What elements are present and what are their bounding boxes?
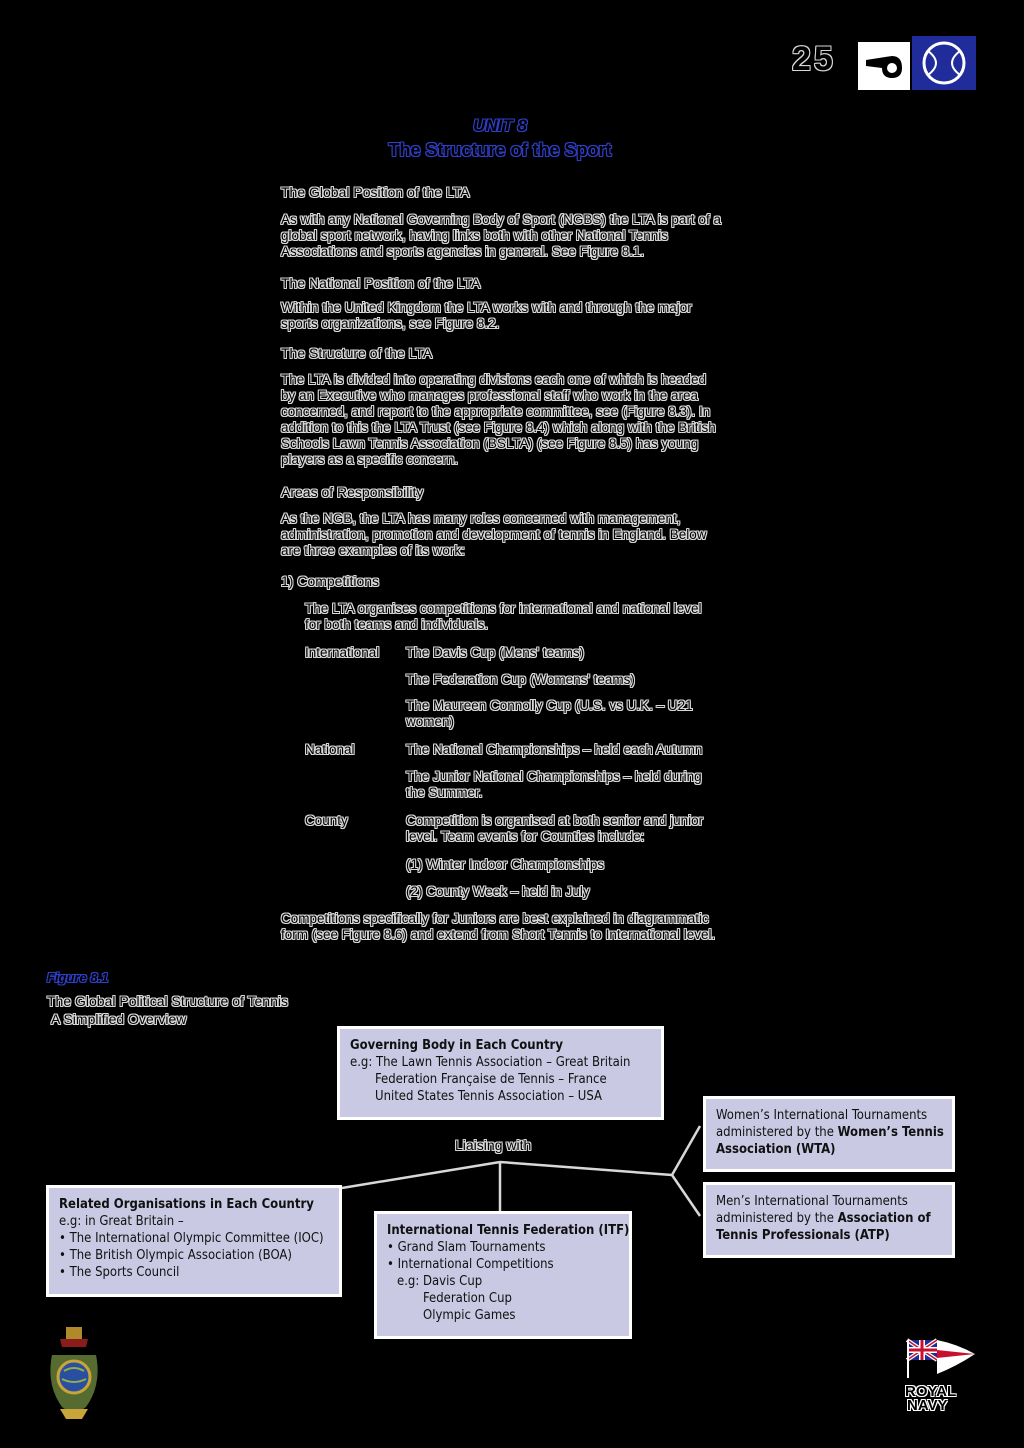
competition-international-1: The Davis Cup (Mens' teams) xyxy=(406,645,585,660)
page-number: 25 xyxy=(792,40,836,78)
section-text-competitions: The LTA organises competitions for international and national level for both teams and individuals. xyxy=(305,601,702,632)
competition-international-3: The Maureen Connolly Cup (U.S. vs U.K. – U21 women) xyxy=(406,698,693,729)
page-title: The Structure of the Sport xyxy=(388,140,612,160)
unit-title: UNIT 8 xyxy=(473,116,527,135)
whistle-icon xyxy=(856,40,912,92)
related-line-1: e.g: in Great Britain – xyxy=(59,1214,184,1229)
royal-marines-crest-logo xyxy=(42,1325,106,1421)
itf-line-5: Olympic Games xyxy=(423,1308,516,1323)
itf-box xyxy=(374,1211,632,1339)
section-text-closing: Competitions specifically for Juniors are best explained in diagrammatic form (see Figure 8.6) and extend from Short Tennis to International level. xyxy=(281,911,716,942)
related-line-2: • The International Olympic Committee (IOC) xyxy=(59,1231,324,1246)
section-heading-national: The National Position of the LTA xyxy=(281,275,481,291)
section-text-national: Within the United Kingdom the LTA works with and through the major sports organizations, see Figure 8.2. xyxy=(281,300,692,331)
atp-line-2a: administered by the xyxy=(716,1211,838,1226)
tennis-ball-icon xyxy=(912,36,976,90)
governing-line-3: United States Tennis Association – USA xyxy=(375,1089,603,1104)
wta-line-2a: administered by the xyxy=(716,1125,838,1140)
competition-county-2: (1) Winter Indoor Championships xyxy=(406,857,605,872)
itf-line-1: • Grand Slam Tournaments xyxy=(387,1240,546,1255)
figure-subtitle: A Simplified Overview xyxy=(51,1011,187,1027)
section-text-global: As with any National Governing Body of Sport (NGBS) the LTA is part of a global sport network, having links both with other National Tennis Associations and sports agencies in general. See Figure 8.1. xyxy=(281,212,721,259)
figure-title: The Global Political Structure of Tennis xyxy=(47,993,288,1009)
competition-label-national: National xyxy=(305,742,355,757)
wta-line-2b: Women’s Tennis xyxy=(837,1125,944,1140)
competition-national-1: The National Championships – held each Autumn xyxy=(406,742,703,757)
royal-navy-line-2: NAVY xyxy=(907,1397,948,1414)
atp-line-2b: Association of xyxy=(837,1211,931,1226)
governing-line-2: Federation Française de Tennis – France xyxy=(375,1072,607,1087)
governing-line-1: e.g: The Lawn Tennis Association – Great Britain xyxy=(350,1055,631,1070)
competition-county-3: (2) County Week – held in July xyxy=(406,884,590,899)
governing-body-box xyxy=(337,1026,664,1120)
section-text-structure: The LTA is divided into operating divisions each one of which is headed by an Executive who manages professional staff who work in the area concerned, and report to the appropriate committee, see (Figure 8.3). In addition to this the LTA Trust (see Figure 8.4) which along with the British Schools Lawn Tennis Association (BSLTA) (see Figure 8.5) has young players as a specific concern. xyxy=(281,372,716,467)
related-heading: Related Organisations in Each Country xyxy=(59,1197,314,1212)
competition-label-county: County xyxy=(305,813,348,828)
governing-heading: Governing Body in Each Country xyxy=(350,1038,563,1053)
competition-national-2: The Junior National Championships – held during the Summer. xyxy=(406,769,702,800)
itf-heading: International Tennis Federation (ITF) xyxy=(387,1223,630,1238)
section-heading-global: The Global Position of the LTA xyxy=(281,184,470,200)
wta-line-3: Association (WTA) xyxy=(716,1142,836,1157)
competition-label-international: International xyxy=(305,645,380,660)
related-line-4: • The Sports Council xyxy=(59,1265,180,1280)
wta-line-1: Women’s International Tournaments xyxy=(716,1108,928,1123)
atp-box xyxy=(703,1182,955,1258)
section-heading-structure: The Structure of the LTA xyxy=(281,345,433,361)
competition-international-2: The Federation Cup (Womens' teams) xyxy=(406,672,635,687)
liaising-label: Liaising with xyxy=(455,1137,532,1153)
wta-box xyxy=(703,1096,955,1172)
related-line-3: • The British Olympic Association (BOA) xyxy=(59,1248,292,1263)
section-heading-areas: Areas of Responsibility xyxy=(281,484,424,500)
section-heading-competitions: 1) Competitions xyxy=(281,573,380,589)
atp-line-1: Men’s International Tournaments xyxy=(716,1194,908,1209)
competition-county-1: Competition is organised at both senior and junior level. Team events for Counties include: xyxy=(406,813,704,844)
itf-line-3: e.g: Davis Cup xyxy=(397,1274,483,1289)
figure-label: Figure 8.1 xyxy=(47,970,109,985)
related-organisations-box xyxy=(46,1185,342,1297)
itf-line-2: • International Competitions xyxy=(387,1257,554,1272)
atp-line-3: Tennis Professionals (ATP) xyxy=(716,1228,890,1243)
section-text-areas: As the NGB, the LTA has many roles concerned with management, administration, promotion and development of tennis in England. Below are three examples of its work: xyxy=(281,511,707,558)
itf-line-4: Federation Cup xyxy=(423,1291,512,1306)
royal-navy-logo xyxy=(905,1338,977,1412)
royal-navy-line-1: ROYAL xyxy=(905,1383,957,1400)
